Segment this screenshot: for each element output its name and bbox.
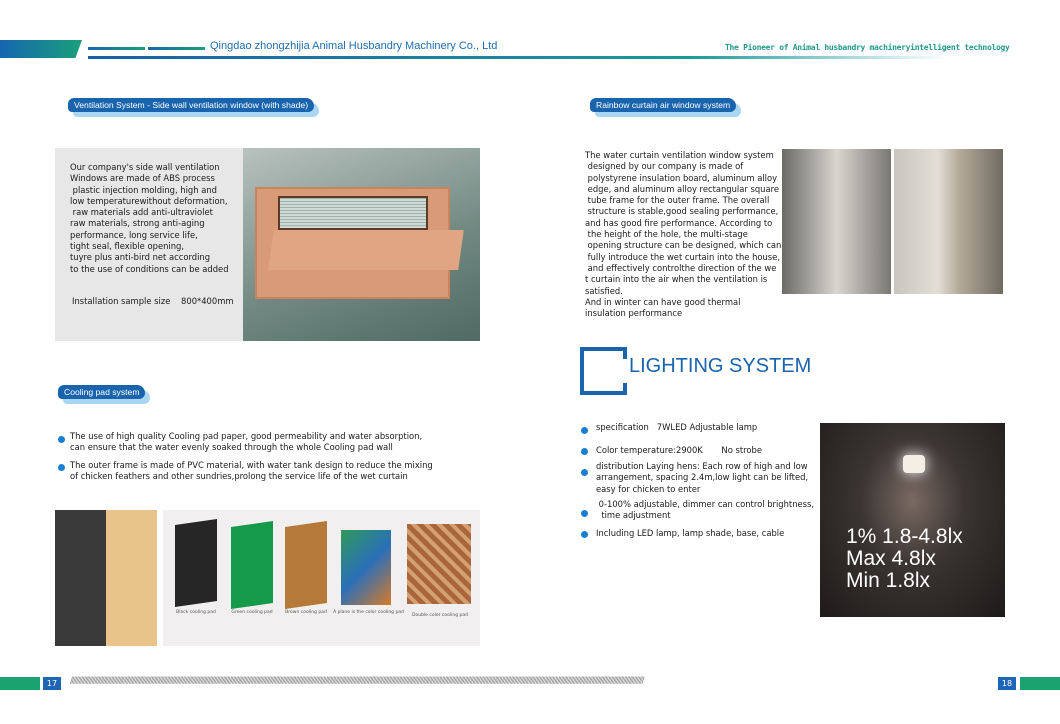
bullet-icon [581,531,588,538]
cooling-pad-types-photo [163,510,480,646]
window-shade [268,230,464,270]
company-name: Qingdao zhongzhijia Animal Husbandry Machinery Co., Ltd [210,40,498,52]
cooling-pad-wall-photo [55,510,157,646]
bullet-icon [581,448,588,455]
lighting-includes: Including LED lamp, lamp shade, base, cable [596,528,785,538]
page-number-right: 18 [998,677,1016,690]
lux-min: Min 1.8lx [846,569,931,592]
frame-segment [623,347,627,359]
bullet-icon [581,427,588,434]
black-pad [175,519,217,607]
caption: Double color cooling pad [412,613,468,618]
bullet-icon [581,469,588,476]
footer-accent-right [1020,677,1060,690]
double-color-pad [407,524,471,604]
header-dash [88,47,145,50]
lux-max: Max 4.8lx [846,547,936,570]
green-pad [231,521,273,609]
section-label-ventilation: Ventilation System - Side wall ventilation window (with shade) [68,98,314,112]
installation-size: Installation sample size 800*400mm [72,296,234,306]
header-accent-block [0,40,82,58]
lux-range: 1% 1.8-4.8lx [846,525,963,548]
bullet-icon [581,510,588,517]
caption: Brown cooling pad [285,610,327,615]
header-dash [148,47,205,50]
color-pad [341,530,391,605]
lighting-house-photo [820,423,1005,617]
lighting-color-temp: Color temperature:2900K No strobe [596,445,762,455]
tagline: The Pioneer of Animal husbandry machineryintelligent technology [725,43,1010,52]
lighting-dimmer: 0-100% adjustable, dimmer can control brightness, time adjustment [598,499,815,521]
lighting-spec: specification 7WLED Adjustable lamp [596,422,758,432]
window-mesh [278,196,428,230]
bullet-icon [58,436,65,443]
bullet-icon [58,464,65,471]
ventilation-description: Our company's side wall ventilation Windows are made of ABS process plastic injection molding, high and low temperaturewithout deformation, raw materials add anti-ultraviolet raw materials, strong anti-aging performance, long service life, tight seal, flexible opening, tuyre plus anti-bird net according to the use of conditions can be added [70,162,229,274]
lighting-title: LIGHTING SYSTEM [629,355,812,377]
lighting-distribution: distribution Laying hens: Each row of high and low arrangement, spacing 2.4m,low light can be lifted, easy for chicken to enter [596,461,809,494]
header-rule [88,56,948,59]
brown-pad [285,521,327,609]
caption: A plane is the color cooling pad [333,610,404,615]
section-label-cooling: Cooling pad system [58,385,145,399]
lighting-title-frame [580,347,627,395]
footer-accent-left [0,677,40,690]
cooling-bullet-paper: The use of high quality Cooling pad paper, good permeability and water absorption, can ensure that the water evenly soaked through the whole Cooling pad wall [70,431,423,453]
rainbow-description: The water curtain ventilation window system designed by our company is made of polystyrene insulation board, aluminum alloy edge, and aluminum alloy rectangular square tube frame for the outer frame. The overall structure is stable,good sealing performance, and has good fire performance. According to the height of the hole, the multi-stage opening structure can be designed, which can fully introduce the wet curtain into the house, and effectively controlthe direction of the we t curtain into the air when the ventilation is satisfied. And in winter can have good thermal insulation performance [585,150,782,319]
footer-hatch: //////////////////////////////////////////////////////////////////////////////////////////////////////////////////////////////////////////////////////////////////////////////////////////////////////////////////////////////////////////////////////////////////////////////////////////////////////////////////////////////////////////////////////////////////////////////////////////////////////////////// [70,676,643,686]
section-label-rainbow: Rainbow curtain air window system [590,98,736,112]
caption: Black cooling pad [176,610,216,615]
page-number-left: 17 [43,677,61,690]
curtain-house-photo-2 [894,149,1003,294]
lamp [903,455,925,473]
frame-segment [623,383,627,395]
ventilation-window-photo [243,148,480,341]
curtain-house-photo-1 [782,149,891,294]
caption: Green cooling pad [231,610,273,615]
cooling-bullet-frame: The outer frame is made of PVC material, with water tank design to reduce the mixing of chicken feathers and other sundries,prolong the service life of the wet curtain [70,460,433,482]
